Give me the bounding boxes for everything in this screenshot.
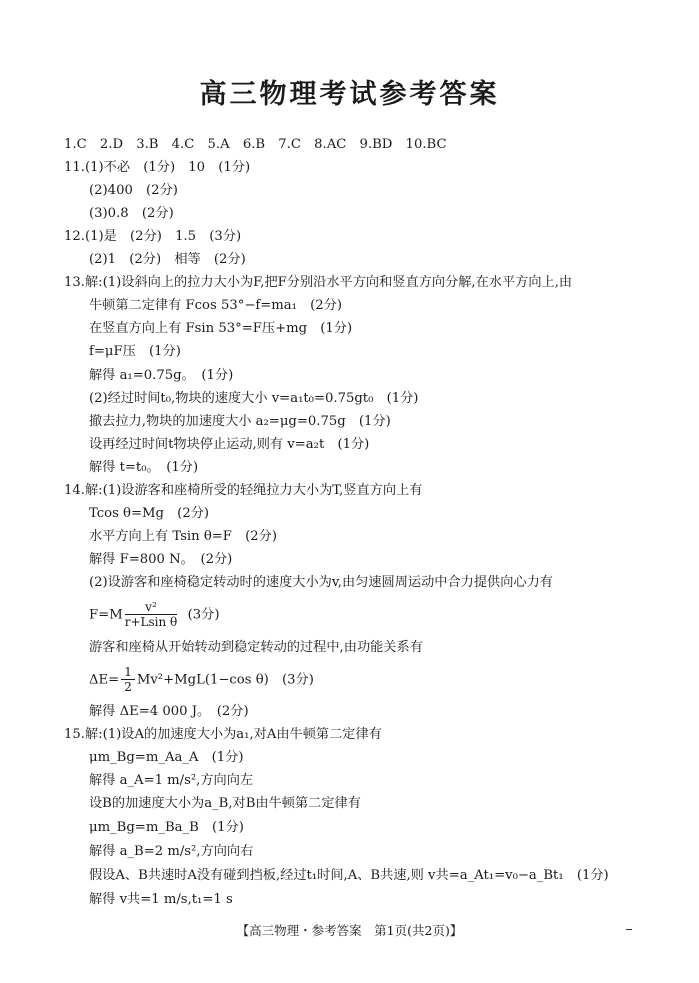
- multiple-choice-answers: 1.C 2.D 3.B 4.C 5.A 6.B 7.C 8.AC 9.BD 10.BC: [64, 137, 447, 152]
- eq1-score: (3分): [187, 607, 220, 623]
- eq1-numerator: v²: [125, 600, 178, 615]
- q13-line-8: 设再经过时间t物块停止运动,则有 v=a₂t (1分): [89, 437, 370, 452]
- q14-line-7: 解得 ΔE=4 000 J。 (2分): [89, 704, 249, 719]
- page-title: 高三物理考试参考答案: [199, 79, 500, 110]
- q13-line-6: (2)经过时间t₀,物块的速度大小 v=a₁t₀=0.75gt₀ (1分): [89, 391, 419, 406]
- q11-line-3: (3)0.8 (2分): [89, 206, 174, 221]
- q15-line-4: 设B的加速度大小为a_B,对B由牛顿第二定律有: [89, 796, 361, 811]
- q14-line-6: 游客和座椅从开始转动到稳定转动的过程中,由功能关系有: [89, 640, 423, 655]
- q13-line-4: f=μF压 (1分): [89, 344, 181, 359]
- q14-line-3: 水平方向上有 Tsin θ=F (2分): [89, 529, 278, 544]
- q14-equation-2: [89, 665, 314, 696]
- q14-equation-1: [89, 600, 220, 631]
- q12-line-1: 12.(1)是 (2分) 1.5 (3分): [64, 229, 242, 244]
- q15-line-3: 解得 a_A=1 m/s²,方向向左: [89, 773, 254, 788]
- q14-line-2: Tcos θ=Mg (2分): [89, 506, 210, 521]
- q13-line-5: 解得 a₁=0.75g。 (1分): [89, 368, 234, 383]
- q13-line-3: 在竖直方向上有 Fsin 53°=F压+mg (1分): [89, 321, 353, 336]
- q15-line-6: 解得 a_B=2 m/s²,方向向右: [89, 844, 254, 859]
- eq1-fraction: [125, 600, 178, 630]
- q13-line-7: 撤去拉力,物块的加速度大小 a₂=μg=0.75g (1分): [89, 414, 391, 429]
- q13-line-2: 牛顿第二定律有 Fcos 53°−f=ma₁ (2分): [89, 298, 343, 313]
- eq2-numerator: 1: [121, 665, 135, 680]
- eq2-fraction: [121, 665, 135, 695]
- eq1-lhs: F=M: [89, 607, 123, 623]
- q15-line-5: μm_Bg=m_Ba_B (1分): [89, 820, 244, 835]
- q11-line-2: (2)400 (2分): [89, 183, 178, 198]
- eq2-rhs: Mv²+MgL(1−cos θ) (3分): [136, 672, 314, 688]
- eq2-lhs: ΔE=: [89, 672, 120, 688]
- eq2-denominator: 2: [124, 680, 132, 694]
- q14-line-5: (2)设游客和座椅稳定转动时的速度大小为v,由匀速圆周运动中合力提供向心力有: [89, 575, 553, 590]
- corner-mark: [626, 929, 632, 930]
- page-footer: 【高三物理・参考答案 第1页(共2页)】: [236, 923, 463, 938]
- q13-line-9: 解得 t=t₀。 (1分): [89, 460, 199, 475]
- q15-line-1: 15.解:(1)设A的加速度大小为a₁,对A由牛顿第二定律有: [64, 727, 382, 742]
- q15-line-7: 假设A、B共速时A没有碰到挡板,经过t₁时间,A、B共速,则 v共=a_At₁=v₀−a_Bt₁ (1分): [89, 868, 609, 883]
- q14-line-4: 解得 F=800 N。 (2分): [89, 552, 233, 567]
- q15-line-8: 解得 v共=1 m/s,t₁=1 s: [89, 892, 233, 907]
- q12-line-2: (2)1 (2分) 相等 (2分): [89, 252, 246, 267]
- q13-line-1: 13.解:(1)设斜向上的拉力大小为F,把F分别沿水平方向和竖直方向分解,在水平方向上,由: [64, 275, 573, 290]
- q11-line-1: 11.(1)不必 (1分) 10 (1分): [64, 160, 251, 175]
- q15-line-2: μm_Bg=m_Aa_A (1分): [89, 750, 244, 765]
- eq1-denominator: r+Lsin θ: [124, 615, 178, 629]
- q14-line-1: 14.解:(1)设游客和座椅所受的轻绳拉力大小为T,竖直方向上有: [64, 483, 423, 498]
